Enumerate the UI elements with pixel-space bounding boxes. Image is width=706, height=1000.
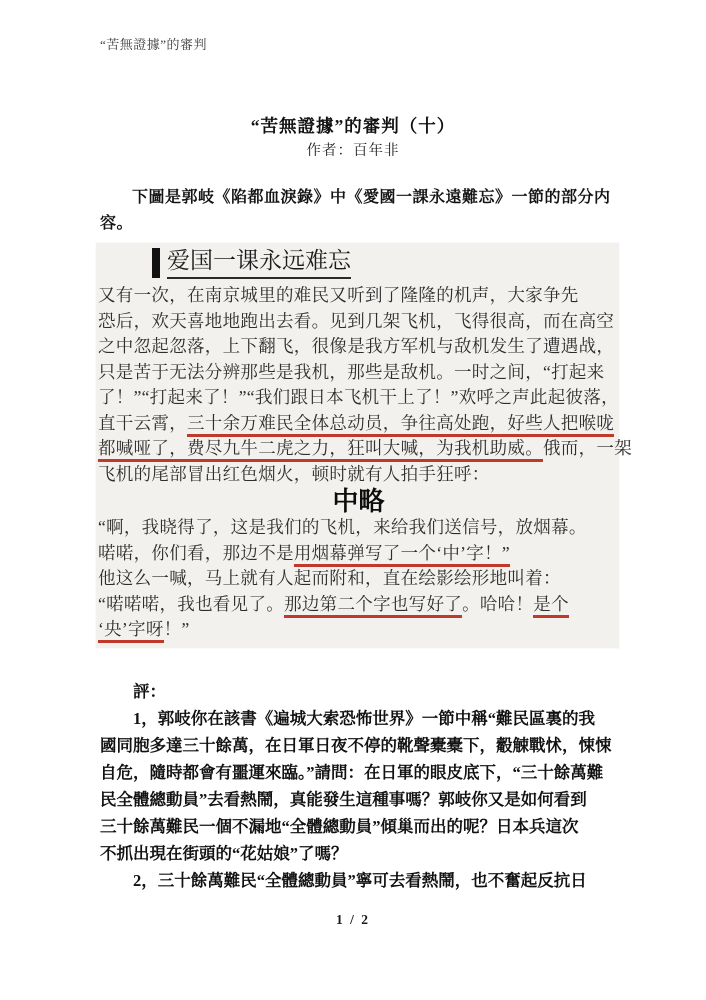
- scan-text-segment: 直干云霄，: [98, 412, 187, 433]
- red-underlined-text: 三十余万难民全体总动员，争往高处跑，好些人把喉咙: [187, 413, 614, 437]
- commentary-label: 評：: [133, 682, 166, 701]
- commentary-line: 國同胞多達三十餘萬，在日軍日夜不停的靴聲橐橐下，觳觫戰怵，悚悚: [100, 736, 612, 755]
- scan-line: [98, 385, 619, 411]
- scan-line: [98, 541, 619, 567]
- commentary-line: 自危，隨時都會有噩運來臨。”請問：在日軍的眼皮底下，“三十餘萬難: [100, 763, 604, 782]
- intro-line: 容。: [100, 215, 134, 232]
- scan-line: [98, 436, 632, 462]
- scan-text-segment: “喏喏喏，我也看见了。: [98, 593, 285, 614]
- scan-text-segment: 之中忽起忽落，上下翻飞，很像是我方军机与敌机发生了遭遇战，: [98, 336, 615, 356]
- heading-marker-bar: [152, 248, 160, 278]
- scan-text-segment: 俄而，一架: [543, 438, 632, 458]
- scan-text-segment: 只是苦于无法分辨那些是我机，那些是敌机。一时之间，“打起来: [98, 361, 605, 382]
- red-underlined-text: 是个: [533, 594, 569, 618]
- scan-line: [98, 360, 619, 386]
- intro-line: 下圖是郭岐《陷都血淚錄》中《愛國一課永遠難忘》一節的部分内: [132, 189, 611, 206]
- scan-text-segment: 飞机的尾部冒出红色烟火，顿时就有人拍手狂呼：: [98, 463, 490, 484]
- scan-heading-row: [152, 247, 619, 279]
- scan-line: [98, 566, 619, 592]
- scan-text-segment: 。哈哈！: [462, 593, 534, 614]
- scan-line: [98, 411, 619, 437]
- author-line: 作者：百年非: [306, 143, 400, 159]
- scan-figure: [96, 243, 632, 648]
- page-number: 1 / 2: [335, 912, 370, 927]
- scan-text-segment: ！”: [163, 619, 190, 639]
- commentary-line: 2，三十餘萬難民“全體總動員”寧可去看熱鬧，也不奮起反抗日: [133, 871, 587, 890]
- scan-line: [98, 515, 619, 541]
- scan-text-segment: 了！”“打起来了！”“我们跟日本飞机干上了！”欢呼之声此起彼落，: [98, 387, 619, 407]
- running-header: “苦無證據”的審判: [100, 37, 208, 52]
- commentary-line: 民全體總動員”去看熱鬧，真能發生這種事嗎？郭岐你又是如何看到: [100, 790, 587, 809]
- commentary-line: 不抓出現在街頭的“花姑娘”了嗎？: [100, 844, 348, 863]
- scan-line: [98, 592, 619, 618]
- scan-heading: 爱国一课永远难忘: [167, 247, 351, 279]
- scan-line: [98, 309, 619, 335]
- scan-text-segment: “啊，我晓得了，这是我们的飞机，来给我们送信号，放烟幕。: [98, 517, 587, 537]
- scan-line: [98, 283, 619, 309]
- scan-line: [98, 617, 619, 643]
- commentary-line: 1，郭岐你在該書《遍城大索恐怖世界》一節中稱“難民區裏的我: [133, 709, 595, 728]
- scan-line: [98, 462, 619, 488]
- scan-body: [98, 283, 632, 643]
- scan-line: [98, 334, 619, 360]
- scan-text-segment: 恐后，欢天喜地地跑出去看。见到几架飞机，飞得很高，而在高空: [98, 310, 615, 331]
- commentary-section: [100, 678, 620, 894]
- scan-text-segment: 又有一次，在南京城里的难民又听到了隆隆的机声，大家争先: [98, 285, 579, 305]
- intro-paragraph: [100, 185, 616, 237]
- commentary-line: 三十餘萬難民一個不漏地“全體總動員”傾巢而出的呢？日本兵這次: [100, 817, 579, 836]
- red-underlined-text: 用烟幕弹写了一个‘中’字！”: [294, 543, 510, 567]
- page-title: “苦無證據”的審判（十）: [250, 116, 456, 136]
- scan-interlude: 中略: [332, 486, 385, 516]
- scan-text-segment: 他这么一喊，马上就有人起而附和，直在绘影绘形地叫着：: [98, 568, 561, 588]
- red-underlined-text: ‘央’字呀: [98, 619, 164, 643]
- red-underlined-text: 都喊哑了，费尽九牛二虎之力，狂叫大喊，为我机助威。: [98, 438, 543, 462]
- red-underlined-text: 那边第二个字也写好了: [284, 594, 462, 618]
- scan-text-segment: 喏喏，你们看，那边不是: [98, 542, 294, 563]
